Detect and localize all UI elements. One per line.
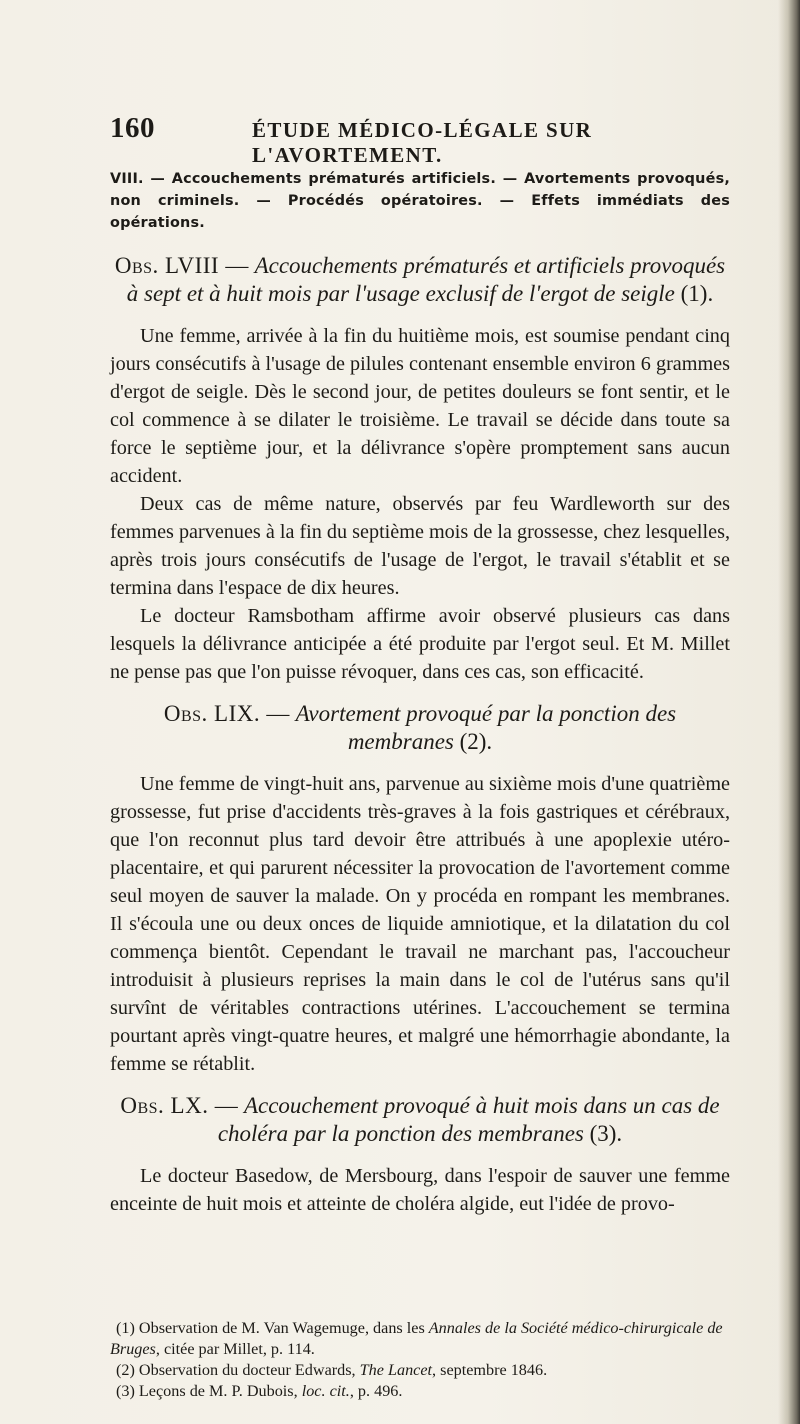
footnote-text: Leçons de M. P. Dubois, (138, 1382, 302, 1400)
paragraph: Deux cas de même nature, observés par feu Wardleworth sur des femmes parvenues à la fin du septième mois de la grossesse, chez lesquelles, après trois jours consécutifs de l'usage de l'ergot, le travail s'établit et se termina dans l'espace de dix heures. (110, 493, 731, 599)
main-text (110, 168, 730, 1218)
paragraph: Une femme de vingt-huit ans, parvenue au sixième mois d'une quatrième grossesse, fut prise d'accidents très-graves à la fois gastriques et cérébraux, que l'on reconnut plus tard devoir être attribués à une apoplexie utéro-placentaire, et qui parurent nécessiter la provocation de l'avortement comme seul moyen de sauver la malade. On y procéda en rompant les membranes. Il s'écoula une ou deux onces de liquide amniotique, et la dilatation du col commença bientôt. Cependant le travail ne marchant pas, l'accoucheur introduisit à plusieurs reprises la main dans le col de l'utérus sans qu'il survînt de véritables contractions utérines. L'accouchement se termina pourtant après vingt-quatre heures, et malgré une hémorrhagie abondante, la femme se rétablit. (110, 773, 730, 1075)
page-number: 160 (110, 112, 155, 144)
paragraph: Le docteur Basedow, de Mersbourg, dans l'espoir de sauver une femme enceinte de huit mois et atteinte de choléra algide, eut l'idée de provo- (110, 1165, 730, 1215)
footnote-1 (110, 1318, 730, 1360)
running-title: ÉTUDE MÉDICO-LÉGALE SUR L'AVORTEMENT. (252, 118, 593, 167)
paragraph: Une femme, arrivée à la fin du huitième mois, est soumise pendant cinq jours consécutifs à l'usage de pilules contenant ensemble environ 6 grammes d'ergot de seigle. Dès le second jour, de petites douleurs se font sentir, et le col commence à se dilater le troisième. Le travail se décide dans toute sa force le septième jour, et la délivrance s'opère promptement sans aucun accident. (110, 325, 730, 487)
footnote-source: Annales de la Société médico-chirurgicale de Bruges (110, 1319, 723, 1358)
footnote-text: Observation de M. Van Wagemuge, dans les (138, 1319, 429, 1337)
footnote-source: The Lancet (359, 1361, 433, 1379)
section-heading: VIII. — Accouchements prématurés artificiels. — Avortements provoqués, non criminels. — Procédés opératoires. — Effets immédiats des opérations. (110, 171, 730, 231)
footnote-source: loc. cit. (301, 1382, 350, 1400)
page-edge-shadow (778, 0, 800, 1424)
paragraph: Le docteur Ramsbotham affirme avoir observé plusieurs cas dans lesquels la délivrance anticipée a été produite par l'ergot seul. Et M. Millet ne pense pas que l'on puisse révoquer, dans ces cas, son efficacité. (110, 605, 730, 683)
observation-lead: Obs. LVIII — (114, 253, 249, 278)
observation-title-59 (110, 700, 730, 756)
footnote-number: (1) (116, 1319, 135, 1337)
footnote-text: , citée par Millet, p. 114. (155, 1340, 315, 1358)
page-header (110, 112, 730, 167)
footnote-number: (2) (116, 1361, 135, 1379)
observation-heading: Accouchements prématurés et artificiels provoqués à sept et à huit mois par l'usage exclusif de l'ergot de seigle (126, 253, 726, 306)
observation-lead: Obs. LX. — (120, 1093, 239, 1118)
footnote-text: Observation du docteur Edwards, (138, 1361, 360, 1379)
observation-heading: Accouchement provoqué à huit mois dans un cas de choléra par la ponction des membranes (217, 1093, 720, 1146)
footnote-text: , p. 496. (349, 1382, 403, 1400)
footnote-3 (110, 1381, 730, 1402)
observation-title-60 (110, 1092, 730, 1148)
observation-lead: Obs. LIX. — (163, 701, 290, 726)
footnotes (110, 1318, 730, 1402)
footnote-number: (3) (116, 1382, 135, 1400)
footnote-ref: (3). (589, 1121, 623, 1146)
footnote-ref: (1). (680, 281, 714, 306)
footnote-text: , septembre 1846. (432, 1361, 548, 1379)
footnote-ref: (2). (459, 729, 493, 754)
footnote-2 (110, 1360, 730, 1381)
observation-heading: Avortement provoqué par la ponction des membranes (295, 701, 677, 754)
observation-title-58 (110, 252, 730, 308)
